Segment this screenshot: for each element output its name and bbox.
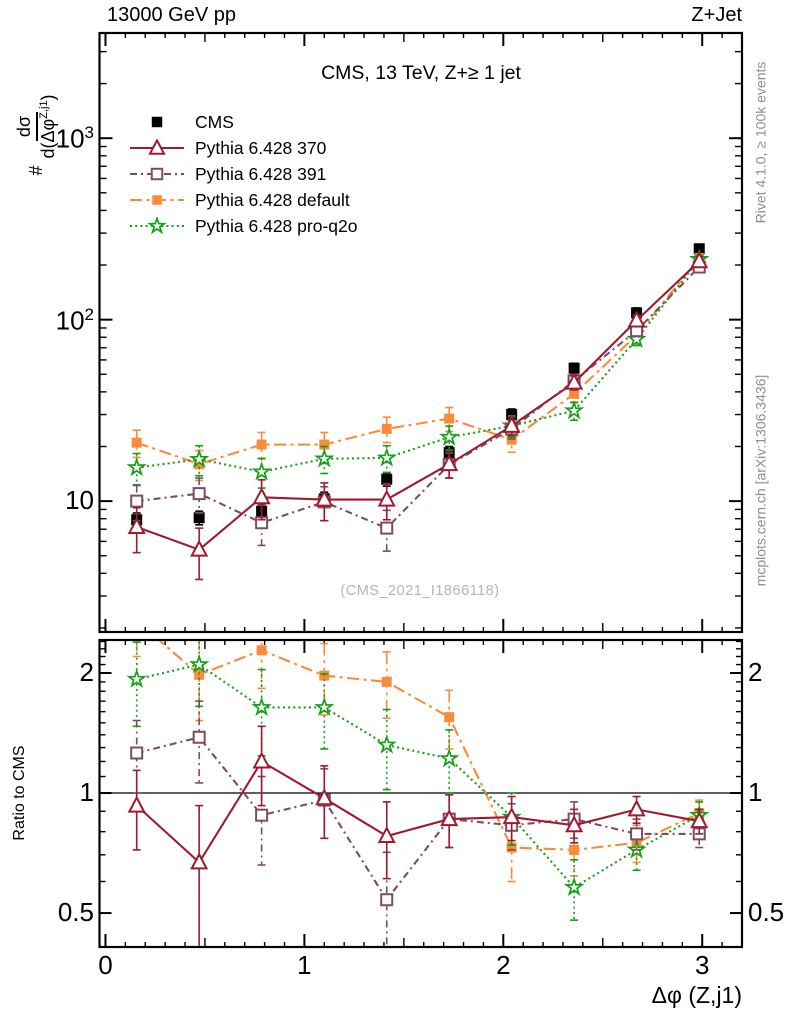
series-main-pythia-6-428-pro-q2o [129,251,707,488]
y-tick-label-main: 10 [65,485,94,516]
legend-marker-pythia-6-428-pro-q2o [128,217,186,235]
legend-item-cms [128,109,357,135]
series-main-pythia-6-428-default [132,253,705,480]
legend-label: CMS [195,111,234,132]
series-main-pythia-6-428-370 [129,253,706,579]
series-main-pythia-6-428-391 [131,262,705,552]
legend-label: Pythia 6.428 370 [195,137,327,158]
series-main-cms [131,243,705,527]
legend-marker-pythia-6-428-391 [128,165,186,183]
series-ratio-pythia-6-428-370 [129,726,706,947]
legend-item-pythia-6-428-391 [128,161,357,187]
series-ratio-pythia-6-428-pro-q2o [129,631,707,920]
legend-label: Pythia 6.428 pro-q2o [195,215,358,236]
legend [128,109,357,239]
x-tick-label: 1 [297,950,312,980]
y-tick-label-ratio-left: 2 [79,657,94,687]
y-tick-label-ratio-right: 2 [748,657,763,687]
y-tick-label-main: $10^3$ [55,123,94,154]
x-tick-label: 0 [98,950,113,980]
process-label: Z+Jet [691,4,742,26]
legend-marker-pythia-6-428-default [128,191,186,209]
analysis-watermark: (CMS_2021_I1866118) [340,583,500,599]
y-tick-label-ratio-right: 0.5 [748,897,785,928]
legend-marker-pythia-6-428-370 [128,139,186,157]
y-label-numerator: dσ [14,112,38,141]
mcplots-source-note: mcplots.cern.ch [arXiv:1306.3436] [752,374,769,587]
y-label-prefix: # [25,165,46,176]
y-tick-label-ratio-right: 1 [748,777,763,808]
legend-label: Pythia 6.428 391 [195,163,327,184]
y-label-denominator: $d(\Delta\varphi^{Z,j1})$ [37,94,58,159]
rivet-version-note: Rivet 4.1.0, ≥ 100k events [752,61,769,224]
legend-item-pythia-6-428-370 [128,135,357,161]
legend-item-pythia-6-428-default [128,187,357,213]
legend-label: Pythia 6.428 default [195,189,350,210]
y-tick-label-ratio-left: 0.5 [57,897,94,928]
legend-marker-cms [128,113,186,131]
series-ratio-pythia-6-428-default [132,592,705,882]
y-tick-label-main: $10^2$ [55,304,94,336]
y-tick-label-ratio-left: 1 [79,777,94,808]
x-tick-label: 3 [694,950,710,980]
beam-energy-label: 13000 GeV pp [107,4,236,26]
x-tick-label: 2 [496,950,511,980]
y-axis-label-ratio: Ratio to CMS [11,745,28,841]
x-axis-label: Δφ (Z,j1) [651,982,742,1008]
legend-item-pythia-6-428-pro-q2o [128,213,357,239]
chart-title: CMS, 13 TeV, Z+≥ 1 jet [321,62,521,84]
